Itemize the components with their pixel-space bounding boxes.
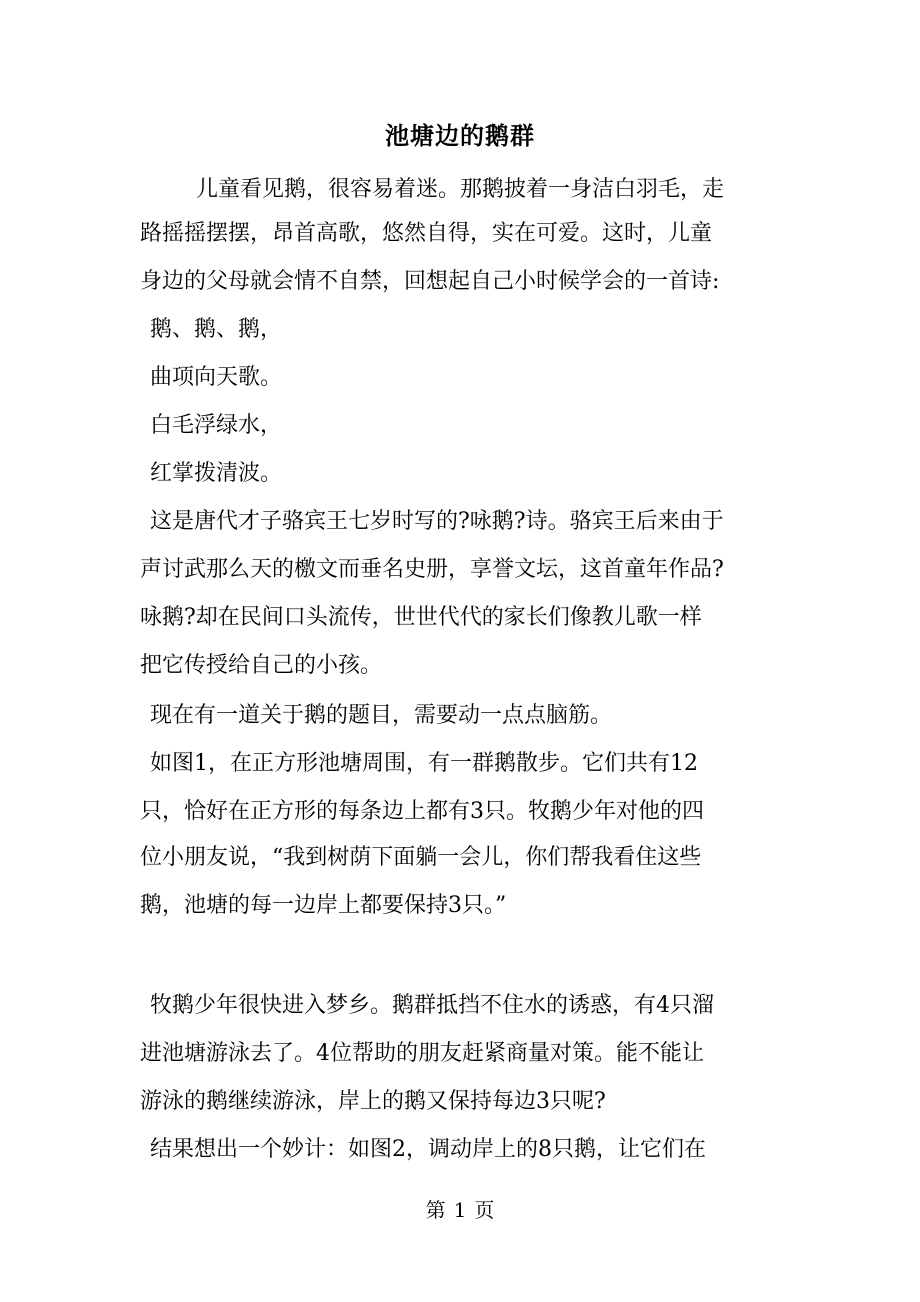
poem-line: 白毛浮绿水， <box>150 413 283 438</box>
paragraph-line: 路摇摇摆摆，昂首高歌，悠然自得，实在可爱。这时，儿童 <box>140 221 713 246</box>
paragraph-line: 结果想出一个妙计：如图2，调动岸上的8只鹅，让它们在 <box>150 1137 706 1162</box>
paragraph-line: 儿童看见鹅，很容易着迷。那鹅披着一身洁白羽毛，走 <box>196 177 725 202</box>
paragraph-line: 现在有一道关于鹅的题目，需要动一点点脑筋。 <box>150 703 613 728</box>
poem-line: 曲项向天歌。 <box>150 365 283 390</box>
paragraph-line: 咏鹅?却在民间口头流传，世世代代的家长们像教儿歌一样 <box>140 605 702 630</box>
paragraph-line: 鹅，池塘的每一边岸上都要保持3只。” <box>140 893 507 918</box>
poem-line: 红掌拨清波。 <box>150 461 283 486</box>
paragraph-line: 只，恰好在正方形的每条边上都有3只。牧鹅少年对他的四 <box>140 799 704 824</box>
poem-line: 鹅、鹅、鹅， <box>150 317 283 342</box>
paragraph-line: 这是唐代才子骆宾王七岁时写的?咏鹅?诗。骆宾王后来由于 <box>150 509 724 534</box>
footer-prefix: 第 <box>425 1198 446 1222</box>
paragraph-line: 身边的父母就会情不自禁，回想起自己小时候学会的一首诗: <box>140 269 720 294</box>
footer-suffix: 页 <box>474 1198 495 1222</box>
paragraph-line: 牧鹅少年很快进入梦乡。鹅群抵挡不住水的诱惑，有4只溜 <box>150 993 714 1018</box>
paragraph-line: 声讨武那么天的檄文而垂名史册，享誉文坛，这首童年作品? <box>140 557 724 582</box>
paragraph-line: 如图1，在正方形池塘周围，有一群鹅散步。它们共有12 <box>150 751 698 776</box>
paragraph-line: 把它传授给自己的小孩。 <box>140 653 383 678</box>
page-title: 池塘边的鹅群 <box>385 121 535 150</box>
paragraph-line: 游泳的鹅继续游泳，岸上的鹅又保持每边3只呢? <box>140 1089 606 1114</box>
page-number: 1 <box>453 1198 467 1222</box>
page-footer <box>0 1192 920 1228</box>
paragraph-line: 位小朋友说，“我到树荫下面躺一会儿，你们帮我看住这些 <box>140 845 702 870</box>
paragraph-line: 进池塘游泳去了。4位帮助的朋友赶紧商量对策。能不能让 <box>140 1041 704 1066</box>
